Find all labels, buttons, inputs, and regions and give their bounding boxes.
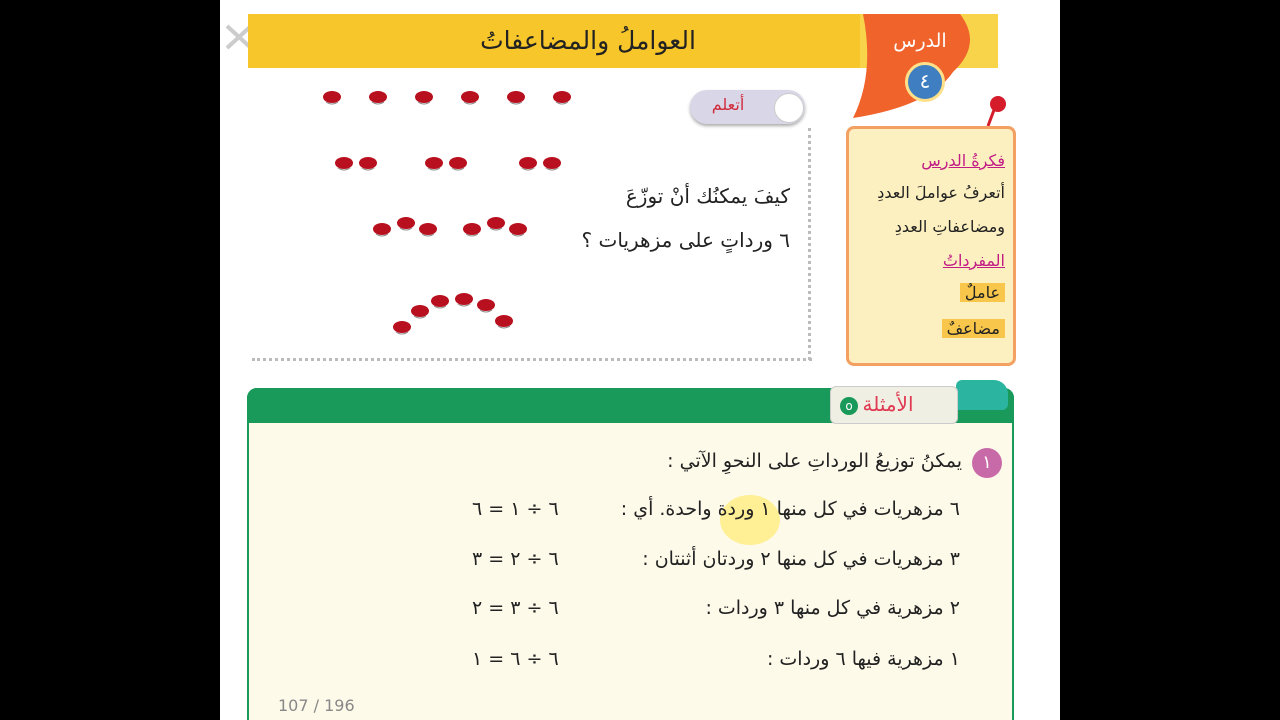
rose-icon xyxy=(542,156,562,172)
rose-icon xyxy=(358,156,378,172)
rose-icon xyxy=(494,314,514,330)
dotted-divider-vertical xyxy=(808,128,811,360)
rose-icon xyxy=(322,90,342,106)
vocab-term-factor: عاملٌ xyxy=(960,283,1005,302)
example-intro: يمكنُ توزيعُ الورداتِ على النحوِ الآتي : xyxy=(667,450,962,472)
rose-icon xyxy=(552,90,572,106)
rose-icon xyxy=(414,90,434,106)
examples-tab-accent xyxy=(956,380,1008,410)
lesson-title: العواملُ والمضاعفاتُ xyxy=(480,26,696,55)
question-line-1: كيفَ يمكنُك أنْ توزّعَ xyxy=(625,184,790,208)
rose-icon xyxy=(392,320,412,336)
learn-circle xyxy=(774,93,804,123)
rose-icon xyxy=(396,216,416,232)
pushpin-icon xyxy=(984,94,1008,128)
example-number: ١ xyxy=(972,448,1002,478)
rose-icon xyxy=(368,90,388,106)
rose-icon xyxy=(462,222,482,238)
idea-line-2: ومضاعفاتِ العددِ xyxy=(894,217,1005,236)
example-row-equation: ٦ ÷ ١ = ٦ xyxy=(472,498,559,520)
lesson-idea-box xyxy=(846,126,1016,366)
question-line-2: ٦ ورداتٍ على مزهريات ؟ xyxy=(581,228,790,252)
example-row-text: ٦ مزهريات في كل منها ١ وردة واحدة. أي : xyxy=(620,498,960,520)
rose-icon xyxy=(418,222,438,238)
lesson-label: الدرس xyxy=(893,30,947,52)
page-counter: 107 / 196 xyxy=(278,696,355,715)
question-text xyxy=(558,174,790,262)
rose-icon xyxy=(508,222,528,238)
rose-icon xyxy=(410,304,430,320)
examples-bullet-icon: o xyxy=(840,397,858,415)
example-row-text: ٣ مزهريات في كل منها ٢ وردتان أثنتان : xyxy=(642,548,960,570)
vocab-term-multiple: مضاعفٌ xyxy=(942,319,1005,338)
idea-line-1: أتعرفُ عواملَ العددِ xyxy=(877,183,1005,202)
rose-icon xyxy=(518,156,538,172)
rose-icon xyxy=(486,216,506,232)
rose-icon xyxy=(476,298,496,314)
rose-icon xyxy=(448,156,468,172)
example-row-equation: ٦ ÷ ٦ = ١ xyxy=(472,648,559,670)
example-row-equation: ٦ ÷ ٢ = ٣ xyxy=(472,548,559,570)
idea-heading: فكرةُ الدرس xyxy=(921,151,1005,170)
example-row-equation: ٦ ÷ ٣ = ٢ xyxy=(472,597,559,619)
rose-icon xyxy=(460,90,480,106)
rose-icon xyxy=(424,156,444,172)
rose-icon xyxy=(454,292,474,308)
lesson-number: ٤ xyxy=(905,62,945,102)
learn-label: أتعلم xyxy=(711,95,745,114)
example-row-text: ١ مزهرية فيها ٦ وردات : xyxy=(766,648,960,670)
examples-title: الأمثلة xyxy=(862,392,914,416)
rose-icon xyxy=(430,294,450,310)
vocab-heading: المفرداتُ xyxy=(942,251,1005,270)
dotted-divider-horizontal xyxy=(252,358,812,361)
rose-icon xyxy=(334,156,354,172)
textbook-page xyxy=(220,0,1060,720)
rose-icon xyxy=(372,222,392,238)
rose-icon xyxy=(506,90,526,106)
example-row-text: ٢ مزهرية في كل منها ٣ وردات : xyxy=(705,597,960,619)
